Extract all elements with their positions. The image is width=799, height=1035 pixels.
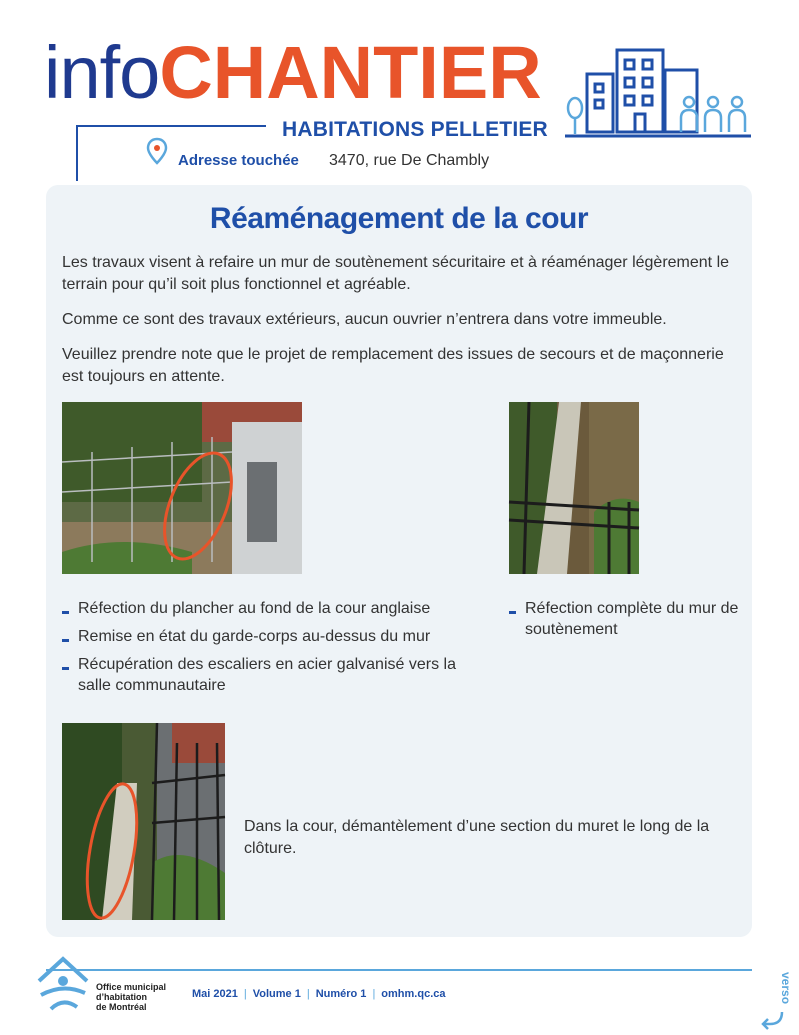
paragraph-3: Veuillez prendre note que le projet de remplacement des issues de secours et de maçonnerie est toujours en attente. <box>62 346 724 385</box>
separator: | <box>372 988 376 1000</box>
verso-indicator[interactable] <box>760 968 793 1030</box>
issue-volume: Volume 1 <box>252 988 301 1000</box>
photo-retaining-wall <box>509 402 639 574</box>
turn-page-arrow-icon <box>763 1012 782 1029</box>
bullet-dash <box>509 611 516 614</box>
section-title: Réaménagement de la cour <box>209 202 589 235</box>
issue-date: Mai 2021 <box>192 988 238 1000</box>
paragraph-1: Les travaux visent à refaire un mur de soutènement sécuritaire et à réaménager légèrement le terrain pour qu’il soit plus fonctionnel et agréable. <box>62 254 730 293</box>
list-item: Récupération des escaliers en acier galvanisé vers la salle communautaire <box>62 654 482 696</box>
separator: | <box>243 988 247 1000</box>
photo-low-wall-fence <box>62 723 225 920</box>
omhm-org-name: Office municipal d’habitation de Montréal <box>96 982 167 1012</box>
project-name: HABITATIONS PELLETIER <box>282 118 548 141</box>
address-value: 3470, rue De Chambly <box>329 152 490 169</box>
photo-caption: Dans la cour, démantèlement d’une section du muret le long de la clôture. <box>244 818 710 857</box>
footer-divider <box>46 969 752 971</box>
logo-chantier-text: CHANTIER <box>159 31 542 114</box>
buildings-people-illustration <box>565 42 753 140</box>
website-link[interactable]: omhm.qc.ca <box>381 988 446 1000</box>
work-list-left <box>62 598 482 703</box>
address-label: Adresse touchée <box>178 152 299 169</box>
list-item: Remise en état du garde-corps au-dessus du mur <box>62 626 482 647</box>
omhm-logo-icon <box>33 955 93 1015</box>
bullet-dash <box>62 639 69 642</box>
photo-courtyard-fence <box>62 402 302 574</box>
header-bracket-line-vertical <box>76 125 78 181</box>
verso-label: verso <box>779 972 793 1005</box>
issue-number: Numéro 1 <box>315 988 367 1000</box>
paragraph-2: Comme ce sont des travaux extérieurs, aucun ouvrier n’entrera dans votre immeuble. <box>62 311 667 328</box>
header-bracket-line <box>76 125 266 127</box>
logo-info-text: info <box>44 31 160 114</box>
bullet-dash <box>62 611 69 614</box>
list-item: Réfection du plancher au fond de la cour anglaise <box>62 598 482 619</box>
work-list-right <box>509 598 739 647</box>
list-item: Réfection complète du mur de soutènement <box>509 598 739 640</box>
infochantier-logo <box>44 28 542 118</box>
separator: | <box>306 988 310 1000</box>
bullet-dash <box>62 667 69 670</box>
location-pin-icon <box>146 137 168 165</box>
issue-info <box>192 988 445 1000</box>
